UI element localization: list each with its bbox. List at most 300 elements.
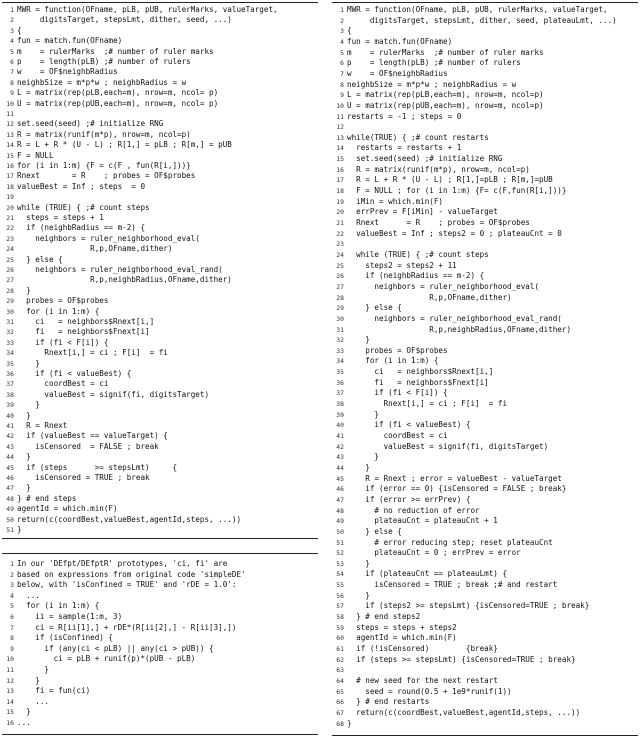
line-number: 40 — [6, 411, 14, 420]
code-text: R,p,OFname,dither) — [347, 292, 512, 302]
line-number: 4 — [10, 591, 14, 600]
code-line — [2, 317, 318, 327]
code-line — [332, 623, 638, 633]
code-line — [332, 527, 638, 537]
code-line — [2, 15, 318, 25]
code-line — [332, 303, 638, 313]
code-text: digitsTarget, stepsLmt, dither, seed, ...) — [17, 15, 232, 25]
code-line — [2, 78, 318, 88]
code-text: seed = round(0.5 + 1e9*runif(1)) — [347, 686, 512, 696]
code-text: R,p,OFname,dither) — [17, 244, 173, 254]
code-text: coordBest = ci — [347, 431, 448, 440]
line-number: 5 — [10, 47, 14, 56]
code-text: } — [347, 590, 370, 600]
code-line — [332, 143, 638, 153]
line-number: 27 — [336, 282, 344, 291]
line-number: 16 — [6, 719, 14, 727]
code-text: isCensored = FALSE ; break — [17, 441, 159, 451]
code-text: ... — [17, 590, 40, 600]
code-line — [332, 325, 638, 335]
code-line — [332, 261, 638, 271]
code-line — [332, 16, 638, 26]
line-number: 30 — [6, 307, 14, 316]
code-line — [2, 452, 318, 462]
line-number: 9 — [340, 91, 344, 100]
code-text: if (error >= errPrev) { — [347, 494, 471, 504]
code-line — [2, 234, 318, 244]
code-line — [2, 265, 318, 275]
code-line — [332, 346, 638, 356]
code-text: if (fi < valueBest) { — [347, 420, 471, 430]
line-number: 32 — [336, 336, 344, 345]
line-number: 38 — [336, 400, 344, 409]
line-number: 34 — [6, 349, 14, 358]
code-line — [332, 612, 638, 622]
line-number: 13 — [336, 133, 344, 142]
code-line — [332, 580, 638, 590]
code-text: agentId = which.min(F) — [347, 633, 457, 643]
line-number: 66 — [336, 698, 344, 707]
line-number: 14 — [6, 141, 14, 150]
line-number: 22 — [336, 229, 344, 238]
code-line — [332, 431, 638, 441]
code-line — [2, 442, 318, 452]
code-text: probes = OF$probes — [347, 345, 448, 355]
code-text: fi = neighbors$Fnext[i] — [347, 377, 489, 387]
code-line — [332, 452, 638, 462]
code-line — [2, 88, 318, 98]
code-text: fun = match.fun(OFname) — [17, 36, 123, 46]
code-text: if (valueBest == valueTarget) { — [17, 431, 168, 441]
code-line — [2, 26, 318, 36]
code-line — [2, 130, 318, 140]
code-text: # error reducing step; reset plateauCnt — [347, 537, 553, 547]
code-line — [332, 80, 638, 90]
code-text: while (TRUE) { ;# count steps — [347, 249, 489, 259]
line-number: 34 — [336, 357, 344, 366]
code-line — [332, 687, 638, 697]
code-line — [2, 192, 318, 202]
line-number: 11 — [6, 666, 14, 674]
code-line — [2, 151, 318, 161]
code-text: if (neighbRadius == m-2) { — [347, 271, 485, 281]
code-line — [332, 112, 638, 122]
code-line — [2, 483, 318, 493]
line-number: 21 — [336, 219, 344, 227]
code-text: if (error == 0) {isCensored = FALSE ; break} — [347, 484, 567, 494]
code-line — [332, 708, 638, 718]
line-number: 60 — [336, 634, 344, 643]
code-text: MWR = function(OFname, pLB, pUB, rulerMarks, valueTarget, — [347, 5, 608, 14]
code-line — [2, 463, 318, 473]
code-line — [2, 161, 318, 171]
code-line — [332, 655, 638, 665]
line-number: 49 — [336, 517, 344, 526]
line-number: 37 — [6, 380, 14, 389]
code-text: } else { — [17, 254, 63, 264]
line-number: 38 — [6, 390, 14, 399]
code-line — [2, 296, 318, 306]
code-line — [2, 580, 318, 590]
code-text: valueBest = signif(fi, digitsTarget) — [17, 389, 210, 399]
left-top-rule — [2, 2, 318, 3]
code-text: } # end restarts — [347, 697, 430, 707]
code-text: below, with 'isConfined = TRUE' and 'rDE = 1.0': — [17, 580, 237, 590]
code-line — [2, 171, 318, 181]
code-text: set.seed(seed) ;# initialize RNG — [347, 154, 503, 164]
code-text: plateauCnt = plateauCnt + 1 — [347, 516, 498, 526]
code-text: neighbors = ruler_neighborhood_eval( — [347, 281, 540, 291]
code-line — [332, 463, 638, 473]
line-number: 26 — [336, 272, 344, 281]
code-line — [2, 57, 318, 67]
line-number: 19 — [336, 197, 344, 206]
line-number: 59 — [336, 623, 344, 632]
line-number: 50 — [336, 527, 344, 536]
line-number: 47 — [6, 484, 14, 493]
line-number: 23 — [336, 240, 344, 249]
line-number: 23 — [6, 234, 14, 243]
line-number: 8 — [10, 78, 14, 87]
line-number: 29 — [336, 304, 344, 313]
line-number: 3 — [10, 581, 14, 590]
line-number: 7 — [10, 68, 14, 77]
code-text: Rnext = R ; probes = OF$probes — [347, 218, 530, 227]
code-line — [332, 122, 638, 132]
code-text: L = matrix(rep(pLB,each=m), nrow=m, ncol=p) — [347, 90, 544, 100]
line-number: 18 — [6, 182, 14, 191]
code-text: based on expressions from original code 'simpleDE' — [17, 569, 246, 579]
code-text: isCensored = TRUE ; break — [17, 473, 150, 482]
code-line — [332, 420, 638, 430]
code-line — [332, 676, 638, 686]
code-line — [332, 314, 638, 324]
code-line — [2, 390, 318, 400]
code-line — [2, 255, 318, 265]
code-text: valueBest = Inf ; steps = 0 — [17, 181, 146, 191]
code-text: return(c(coordBest,valueBest,agentId,steps, ...)) — [347, 707, 581, 717]
code-text: probes = OF$probes — [17, 296, 109, 306]
code-line — [2, 67, 318, 77]
code-line — [2, 633, 318, 643]
line-number: 42 — [336, 442, 344, 451]
code-text: restarts = -1 ; steps = 0 — [347, 111, 462, 121]
line-number: 33 — [6, 338, 14, 347]
code-text: m = rulerMarks ;# number of ruler marks — [17, 46, 214, 56]
code-text: fi = fun(ci) — [17, 686, 91, 696]
line-number: 9 — [10, 89, 14, 98]
code-line — [2, 697, 318, 707]
line-number: 3 — [340, 27, 344, 36]
code-text: ... — [17, 696, 50, 706]
line-number: 4 — [340, 37, 344, 46]
line-number: 53 — [336, 559, 344, 568]
right-code-listing — [332, 4, 638, 732]
code-line — [332, 719, 638, 729]
code-text: ci = R[ii[1],] + rDE*(R[ii[2],] - R[ii[3],]) — [17, 622, 237, 632]
line-number: 5 — [340, 48, 344, 57]
line-number: 51 — [336, 538, 344, 547]
line-number: 13 — [6, 130, 14, 139]
line-number: 12 — [336, 123, 344, 132]
code-text: ci = pLB + runif(p)*(pUB - pLB) — [17, 654, 196, 664]
code-line — [332, 516, 638, 526]
line-number: 20 — [336, 208, 344, 217]
code-text: coordBest = ci — [17, 379, 109, 389]
line-number: 22 — [6, 224, 14, 233]
line-number: 4 — [10, 37, 14, 46]
code-text: } — [17, 675, 40, 685]
code-text: } — [17, 400, 40, 410]
code-line — [332, 271, 638, 281]
code-line — [2, 203, 318, 213]
line-number: 6 — [10, 613, 14, 621]
code-line — [2, 411, 318, 421]
code-text: while (TRUE) { ;# count steps — [17, 202, 150, 212]
code-text: if (any(ci < pLB) || any(ci > pUB)) { — [17, 643, 214, 653]
left-bottom-rule — [2, 538, 318, 539]
code-text: } — [347, 409, 380, 419]
line-number: 25 — [6, 255, 14, 264]
code-text: } — [347, 462, 370, 472]
code-line — [332, 175, 638, 185]
code-line — [332, 101, 638, 111]
code-text: set.seed(seed) ;# initialize RNG — [17, 119, 164, 129]
code-text: iMin = which.min(F) — [347, 196, 444, 206]
code-line — [2, 327, 318, 337]
line-number: 10 — [6, 99, 14, 108]
code-line — [2, 286, 318, 296]
code-text: valueBest = Inf ; steps2 = 0 ; plateauCnt = 0 — [347, 228, 562, 238]
line-number: 5 — [10, 602, 14, 611]
code-text: if (fi < valueBest) { — [17, 369, 132, 378]
line-number: 28 — [6, 286, 14, 295]
code-line — [332, 335, 638, 345]
line-number: 56 — [336, 591, 344, 600]
line-number: 15 — [6, 151, 14, 160]
code-text: Rnext[i,] = ci ; F[i] = fi — [347, 399, 508, 409]
code-line — [332, 165, 638, 175]
code-text: } # end steps — [17, 493, 77, 503]
code-text: errPrev = F[iMin] - valueTarget — [347, 207, 498, 217]
line-number: 8 — [10, 634, 14, 643]
code-text: } — [17, 452, 31, 462]
code-line — [2, 36, 318, 46]
code-text: } else { — [347, 526, 402, 536]
code-text: R = L + R * (U - L) ; R[1,]=pLB ; R[m,]=pUB — [347, 175, 553, 185]
code-line — [2, 665, 318, 675]
code-line — [2, 612, 318, 622]
code-line — [2, 359, 318, 369]
code-text: steps = steps + 1 — [17, 213, 104, 222]
code-line — [2, 213, 318, 223]
code-line — [332, 69, 638, 79]
code-line — [2, 182, 318, 192]
line-number: 43 — [336, 453, 344, 462]
code-text: isCensored = TRUE ; break ;# and restart — [347, 580, 558, 590]
code-line — [332, 601, 638, 611]
code-text: neighbSize = m*p*w ; neighbRadius = w — [17, 77, 187, 87]
code-line — [332, 644, 638, 654]
line-number: 25 — [336, 261, 344, 270]
code-text: R = L + R * (U - L) ; R[1,] = pLB ; R[m,] = pUB — [17, 140, 232, 150]
line-number: 68 — [336, 719, 344, 728]
right-top-rule — [332, 2, 638, 3]
line-number: 7 — [340, 69, 344, 78]
code-text: for (i in 1:m) { — [17, 306, 100, 316]
code-line — [2, 99, 318, 109]
code-text: ci = neighbors$Rnext[i,] — [347, 367, 494, 377]
code-text: } # end steps2 — [347, 612, 421, 622]
code-line — [2, 244, 318, 254]
code-line — [332, 442, 638, 452]
code-line — [332, 559, 638, 569]
right-bottom-rule — [332, 735, 638, 736]
code-line — [2, 119, 318, 129]
code-text: m = rulerMarks ;# number of ruler marks — [347, 47, 544, 57]
code-text: p = length(pLB) ;# number of rulers — [17, 57, 191, 66]
line-number: 48 — [336, 506, 344, 515]
code-text: neighbors = ruler_neighborhood_eval( — [17, 233, 200, 243]
line-number: 45 — [336, 474, 344, 483]
line-number: 2 — [10, 16, 14, 25]
line-number: 19 — [6, 193, 14, 202]
line-number: 26 — [6, 266, 14, 274]
code-text: fi = neighbors$Fnext[i] — [17, 327, 150, 337]
code-line — [332, 399, 638, 409]
line-number: 35 — [6, 359, 14, 368]
code-text: } — [17, 665, 50, 674]
line-number: 17 — [6, 172, 14, 181]
line-number: 35 — [336, 368, 344, 377]
code-line — [332, 484, 638, 494]
line-number: 49 — [6, 505, 14, 514]
line-number: 54 — [336, 570, 344, 579]
code-text: ii = sample(1:m, 3) — [17, 612, 123, 621]
bottom-code-listing — [2, 559, 318, 731]
line-number: 33 — [336, 346, 344, 355]
code-text: } — [17, 483, 31, 493]
code-line — [2, 718, 318, 728]
code-text: fun = match.fun(OFname) — [347, 36, 453, 46]
line-number: 32 — [6, 328, 14, 337]
line-number: 63 — [336, 666, 344, 675]
code-line — [2, 570, 318, 580]
code-line — [332, 58, 638, 68]
line-number: 21 — [6, 214, 14, 222]
line-number: 6 — [340, 59, 344, 68]
code-line — [332, 250, 638, 260]
code-text: } — [17, 707, 31, 717]
code-text: for (i in 1:m) { — [17, 601, 100, 611]
line-number: 64 — [336, 676, 344, 685]
code-line — [2, 109, 318, 119]
line-number: 27 — [6, 276, 14, 285]
code-line — [332, 186, 638, 196]
code-line — [332, 239, 638, 249]
line-number: 18 — [336, 187, 344, 196]
line-number: 28 — [336, 293, 344, 302]
code-text: } — [347, 558, 370, 568]
line-number: 36 — [6, 370, 14, 378]
code-text: } else { — [347, 303, 402, 313]
line-number: 50 — [6, 515, 14, 524]
code-line — [332, 133, 638, 143]
code-line — [332, 633, 638, 643]
code-line — [2, 707, 318, 717]
code-text: if (!isCensored) {break} — [347, 644, 498, 653]
code-text: Rnext[i,] = ci ; F[i] = fi — [17, 348, 168, 358]
code-text: R = Rnext — [17, 421, 68, 430]
code-line — [2, 591, 318, 601]
bottom-bottom-rule — [2, 734, 318, 735]
line-number: 55 — [336, 581, 344, 590]
code-text: if (steps >= stepsLmt) { — [17, 462, 178, 472]
code-line — [332, 378, 638, 388]
code-text: neighbors = ruler_neighborhood_eval_rand( — [17, 265, 223, 274]
code-line — [2, 686, 318, 696]
line-number: 2 — [340, 16, 344, 25]
code-line — [332, 388, 638, 398]
code-text: } — [17, 525, 22, 534]
line-number: 11 — [6, 110, 14, 118]
line-number: 12 — [6, 676, 14, 685]
code-line — [332, 26, 638, 36]
code-text: return(c(coordBest,valueBest,agentId,steps, ...)) — [17, 514, 242, 524]
line-number: 51 — [6, 526, 14, 534]
code-text: } — [347, 718, 352, 728]
line-number: 20 — [6, 203, 14, 212]
line-number: 3 — [10, 26, 14, 35]
code-line — [332, 506, 638, 516]
code-line — [332, 548, 638, 558]
code-line — [332, 37, 638, 47]
code-line — [332, 48, 638, 58]
left-code-listing — [2, 4, 318, 537]
line-number: 58 — [336, 613, 344, 622]
line-number: 47 — [336, 495, 344, 504]
code-text: } — [347, 452, 380, 462]
line-number: 12 — [6, 120, 14, 129]
line-number: 6 — [10, 58, 14, 66]
line-number: 43 — [6, 442, 14, 451]
code-text: ci = neighbors$Rnext[i,] — [17, 317, 155, 326]
code-text: if (steps >= stepsLmt) {isCensored=TRUE ; break} — [347, 654, 576, 664]
line-number: 1 — [10, 6, 14, 14]
line-number: 62 — [336, 655, 344, 664]
line-number: 14 — [336, 144, 344, 153]
code-text: F = NULL — [17, 150, 54, 160]
line-number: 46 — [336, 485, 344, 494]
code-line — [332, 293, 638, 303]
line-number: 15 — [6, 708, 14, 717]
code-text: if (neighbRadius == m-2) { — [17, 223, 146, 233]
line-number: 11 — [336, 112, 344, 121]
code-text: R = matrix(runif(m*p), nrow=m, ncol=p) — [17, 129, 191, 139]
code-text: while(TRUE) { ;# count restarts — [347, 132, 489, 142]
line-number: 42 — [6, 432, 14, 441]
line-number: 24 — [336, 250, 344, 259]
code-text: if (steps2 >= stepsLmt) {isCensored=TRUE ; break} — [347, 601, 590, 611]
line-number: 8 — [340, 80, 344, 89]
code-line — [2, 473, 318, 483]
code-text: } — [17, 285, 31, 295]
line-number: 31 — [6, 318, 14, 326]
code-line — [332, 90, 638, 100]
code-text: } — [17, 358, 40, 368]
line-number: 30 — [336, 314, 344, 323]
code-text: for (i in 1:m) { — [347, 356, 439, 366]
